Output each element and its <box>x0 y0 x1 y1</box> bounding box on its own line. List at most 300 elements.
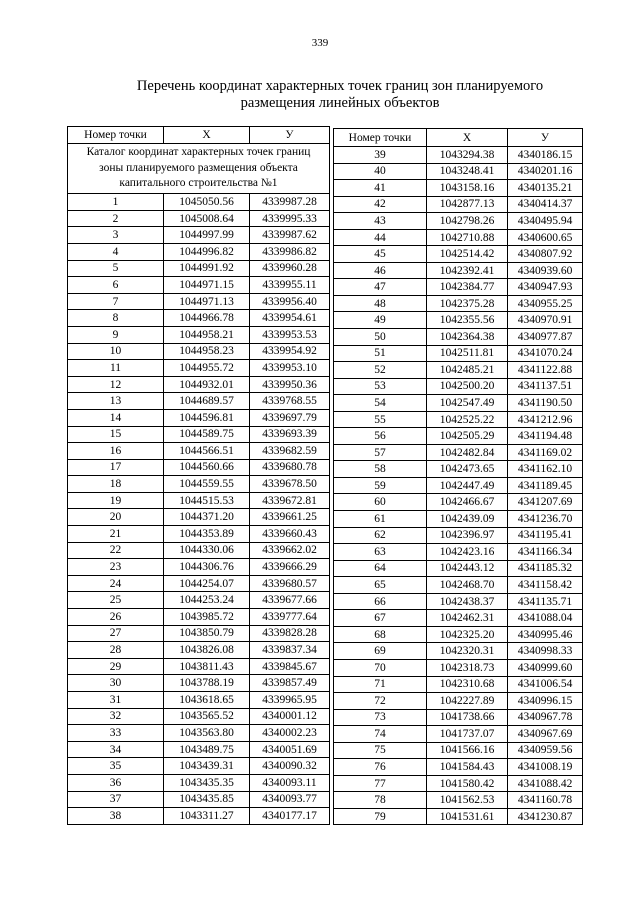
cell-x: 1042462.31 <box>427 610 508 627</box>
cell-x: 1043618.65 <box>164 692 250 709</box>
cell-y: 4339986.82 <box>250 243 330 260</box>
cell-y: 4339678.50 <box>250 476 330 493</box>
table-row <box>334 792 583 809</box>
cell-x: 1041738.66 <box>427 709 508 726</box>
cell-x: 1044955.72 <box>164 360 250 377</box>
column-header-point-number: Номер точки <box>68 127 164 144</box>
cell-y: 4340051.69 <box>250 741 330 758</box>
cell-y: 4340967.78 <box>508 709 583 726</box>
table-row <box>68 293 330 310</box>
cell-point-number: 27 <box>68 625 164 642</box>
cell-point-number: 36 <box>68 774 164 791</box>
table-row <box>68 210 330 227</box>
cell-x: 1041584.43 <box>427 759 508 776</box>
cell-x: 1043985.72 <box>164 609 250 626</box>
table-row <box>334 659 583 676</box>
cell-y: 4339661.25 <box>250 509 330 526</box>
cell-point-number: 38 <box>68 808 164 825</box>
cell-y: 4339960.28 <box>250 260 330 277</box>
cell-point-number: 43 <box>334 213 427 230</box>
cell-point-number: 49 <box>334 312 427 329</box>
cell-point-number: 66 <box>334 593 427 610</box>
cell-x: 1045008.64 <box>164 210 250 227</box>
cell-point-number: 79 <box>334 808 427 825</box>
table-row <box>334 693 583 710</box>
cell-y: 4340977.87 <box>508 329 583 346</box>
catalog-subheader: Каталог координат характерных точек границ зоны планируемого размещения объекта капитального строительства №1 <box>68 144 330 194</box>
cell-x: 1042525.22 <box>427 411 508 428</box>
cell-x: 1044958.23 <box>164 343 250 360</box>
table-row <box>68 476 330 493</box>
cell-y: 4341185.32 <box>508 560 583 577</box>
cell-x: 1042710.88 <box>427 229 508 246</box>
cell-point-number: 31 <box>68 692 164 709</box>
cell-point-number: 23 <box>68 559 164 576</box>
table-row <box>334 726 583 743</box>
cell-x: 1041531.61 <box>427 808 508 825</box>
document-title-line-1: Перечень координат характерных точек границ зон планируемого <box>136 78 544 94</box>
cell-point-number: 32 <box>68 708 164 725</box>
table-row <box>68 542 330 559</box>
cell-y: 4341122.88 <box>508 362 583 379</box>
cell-point-number: 56 <box>334 428 427 445</box>
cell-x: 1044253.24 <box>164 592 250 609</box>
cell-x: 1043248.41 <box>427 163 508 180</box>
cell-y: 4340414.37 <box>508 196 583 213</box>
table-row <box>68 227 330 244</box>
cell-point-number: 9 <box>68 326 164 343</box>
table-row <box>334 262 583 279</box>
cell-point-number: 58 <box>334 461 427 478</box>
cell-y: 4341212.96 <box>508 411 583 428</box>
cell-point-number: 72 <box>334 693 427 710</box>
cell-point-number: 60 <box>334 494 427 511</box>
cell-y: 4341008.19 <box>508 759 583 776</box>
cell-x: 1044958.21 <box>164 326 250 343</box>
cell-x: 1041737.07 <box>427 726 508 743</box>
cell-point-number: 52 <box>334 362 427 379</box>
cell-y: 4339956.40 <box>250 293 330 310</box>
cell-x: 1043788.19 <box>164 675 250 692</box>
cell-x: 1044996.82 <box>164 243 250 260</box>
cell-y: 4340970.91 <box>508 312 583 329</box>
table-row <box>334 527 583 544</box>
cell-y: 4339680.57 <box>250 575 330 592</box>
cell-point-number: 46 <box>334 262 427 279</box>
table-header-row <box>334 129 583 147</box>
table-row <box>334 180 583 197</box>
cell-point-number: 30 <box>68 675 164 692</box>
cell-point-number: 39 <box>334 147 427 164</box>
cell-x: 1042396.97 <box>427 527 508 544</box>
table-row <box>334 213 583 230</box>
cell-x: 1044515.53 <box>164 492 250 509</box>
cell-y: 4339768.55 <box>250 393 330 410</box>
cell-x: 1044689.57 <box>164 393 250 410</box>
table-row <box>68 526 330 543</box>
cell-point-number: 20 <box>68 509 164 526</box>
cell-x: 1043489.75 <box>164 741 250 758</box>
cell-y: 4339995.33 <box>250 210 330 227</box>
table-row <box>334 229 583 246</box>
cell-y: 4339666.29 <box>250 559 330 576</box>
table-row <box>334 544 583 561</box>
cell-x: 1042443.12 <box>427 560 508 577</box>
cell-point-number: 62 <box>334 527 427 544</box>
cell-x: 1042320.31 <box>427 643 508 660</box>
cell-y: 4340186.15 <box>508 147 583 164</box>
cell-x: 1042466.67 <box>427 494 508 511</box>
cell-y: 4339677.66 <box>250 592 330 609</box>
coordinates-table-right <box>333 128 583 825</box>
table-row <box>68 443 330 460</box>
table-row <box>334 295 583 312</box>
cell-x: 1044371.20 <box>164 509 250 526</box>
table-row <box>334 279 583 296</box>
table-row <box>68 808 330 825</box>
table-row <box>334 329 583 346</box>
cell-y: 4339987.62 <box>250 227 330 244</box>
table-row <box>68 260 330 277</box>
table-row <box>68 758 330 775</box>
cell-point-number: 14 <box>68 409 164 426</box>
cell-x: 1043435.35 <box>164 774 250 791</box>
cell-point-number: 47 <box>334 279 427 296</box>
cell-point-number: 51 <box>334 345 427 362</box>
cell-x: 1042439.09 <box>427 511 508 528</box>
cell-y: 4340959.56 <box>508 742 583 759</box>
cell-y: 4340947.93 <box>508 279 583 296</box>
cell-point-number: 67 <box>334 610 427 627</box>
table-row <box>334 560 583 577</box>
cell-y: 4341137.51 <box>508 378 583 395</box>
cell-point-number: 33 <box>68 725 164 742</box>
cell-point-number: 17 <box>68 459 164 476</box>
cell-y: 4339672.81 <box>250 492 330 509</box>
table-row <box>334 163 583 180</box>
cell-y: 4339954.61 <box>250 310 330 327</box>
cell-y: 4340002.23 <box>250 725 330 742</box>
cell-y: 4339828.28 <box>250 625 330 642</box>
cell-y: 4339693.39 <box>250 426 330 443</box>
table-row <box>334 395 583 412</box>
cell-point-number: 4 <box>68 243 164 260</box>
page-number: 339 <box>311 37 329 49</box>
table-row <box>68 360 330 377</box>
cell-y: 4340093.77 <box>250 791 330 808</box>
table-row <box>334 643 583 660</box>
cell-y: 4341169.02 <box>508 444 583 461</box>
cell-y: 4341190.50 <box>508 395 583 412</box>
cell-x: 1044932.01 <box>164 376 250 393</box>
cell-x: 1044560.66 <box>164 459 250 476</box>
cell-y: 4339987.28 <box>250 194 330 211</box>
table-row <box>334 577 583 594</box>
coordinates-table-left <box>67 126 330 825</box>
table-row <box>68 277 330 294</box>
cell-y: 4340807.92 <box>508 246 583 263</box>
table-row <box>334 593 583 610</box>
table-row <box>334 345 583 362</box>
table-row <box>68 592 330 609</box>
cell-x: 1043439.31 <box>164 758 250 775</box>
cell-x: 1042227.89 <box>427 693 508 710</box>
cell-x: 1043294.38 <box>427 147 508 164</box>
catalog-subheader-row <box>68 144 330 194</box>
cell-point-number: 50 <box>334 329 427 346</box>
table-row <box>334 461 583 478</box>
cell-y: 4339697.79 <box>250 409 330 426</box>
cell-point-number: 63 <box>334 544 427 561</box>
cell-point-number: 16 <box>68 443 164 460</box>
cell-point-number: 78 <box>334 792 427 809</box>
cell-x: 1044566.51 <box>164 443 250 460</box>
cell-y: 4341236.70 <box>508 511 583 528</box>
table-row <box>68 326 330 343</box>
cell-point-number: 76 <box>334 759 427 776</box>
cell-point-number: 8 <box>68 310 164 327</box>
cell-y: 4339857.49 <box>250 675 330 692</box>
table-row <box>334 378 583 395</box>
cell-x: 1041566.16 <box>427 742 508 759</box>
table-row <box>68 559 330 576</box>
cell-point-number: 44 <box>334 229 427 246</box>
table-row <box>334 196 583 213</box>
table-row <box>68 774 330 791</box>
table-row <box>334 312 583 329</box>
table-row <box>68 459 330 476</box>
table-row <box>68 575 330 592</box>
cell-y: 4340001.12 <box>250 708 330 725</box>
cell-y: 4340999.60 <box>508 659 583 676</box>
column-header-x: X <box>164 127 250 144</box>
cell-point-number: 73 <box>334 709 427 726</box>
cell-y: 4340177.17 <box>250 808 330 825</box>
cell-point-number: 22 <box>68 542 164 559</box>
cell-y: 4341207.69 <box>508 494 583 511</box>
cell-x: 1041562.53 <box>427 792 508 809</box>
cell-x: 1044306.76 <box>164 559 250 576</box>
cell-point-number: 65 <box>334 577 427 594</box>
cell-x: 1042384.77 <box>427 279 508 296</box>
cell-x: 1042375.28 <box>427 295 508 312</box>
cell-x: 1044971.13 <box>164 293 250 310</box>
cell-x: 1043826.08 <box>164 642 250 659</box>
cell-x: 1042514.42 <box>427 246 508 263</box>
cell-x: 1042310.68 <box>427 676 508 693</box>
table-row <box>334 477 583 494</box>
cell-point-number: 41 <box>334 180 427 197</box>
table-row <box>334 610 583 627</box>
cell-x: 1042325.20 <box>427 626 508 643</box>
cell-x: 1043158.16 <box>427 180 508 197</box>
document-title <box>100 78 580 112</box>
table-row <box>68 708 330 725</box>
table-row <box>68 393 330 410</box>
cell-x: 1042392.41 <box>427 262 508 279</box>
column-header-y: У <box>250 127 330 144</box>
cell-x: 1044589.75 <box>164 426 250 443</box>
cell-point-number: 13 <box>68 393 164 410</box>
cell-point-number: 29 <box>68 658 164 675</box>
table-row <box>68 426 330 443</box>
cell-point-number: 68 <box>334 626 427 643</box>
cell-point-number: 25 <box>68 592 164 609</box>
cell-y: 4341158.42 <box>508 577 583 594</box>
cell-point-number: 26 <box>68 609 164 626</box>
cell-y: 4339954.92 <box>250 343 330 360</box>
cell-y: 4341195.41 <box>508 527 583 544</box>
table-row <box>68 741 330 758</box>
cell-point-number: 74 <box>334 726 427 743</box>
cell-x: 1044966.78 <box>164 310 250 327</box>
table-row <box>334 511 583 528</box>
cell-y: 4339845.67 <box>250 658 330 675</box>
cell-y: 4340967.69 <box>508 726 583 743</box>
cell-point-number: 12 <box>68 376 164 393</box>
table-row <box>334 246 583 263</box>
cell-x: 1042423.16 <box>427 544 508 561</box>
cell-y: 4340939.60 <box>508 262 583 279</box>
cell-x: 1042473.65 <box>427 461 508 478</box>
cell-point-number: 19 <box>68 492 164 509</box>
cell-x: 1043811.43 <box>164 658 250 675</box>
table-row <box>334 808 583 825</box>
table-row <box>68 625 330 642</box>
table-row <box>334 775 583 792</box>
cell-y: 4340600.65 <box>508 229 583 246</box>
cell-y: 4339955.11 <box>250 277 330 294</box>
cell-point-number: 64 <box>334 560 427 577</box>
cell-point-number: 2 <box>68 210 164 227</box>
cell-point-number: 5 <box>68 260 164 277</box>
cell-x: 1043850.79 <box>164 625 250 642</box>
document-title-line-2: размещения линейных объектов <box>240 95 440 111</box>
cell-x: 1043565.52 <box>164 708 250 725</box>
cell-point-number: 57 <box>334 444 427 461</box>
cell-point-number: 7 <box>68 293 164 310</box>
cell-point-number: 71 <box>334 676 427 693</box>
cell-x: 1044353.89 <box>164 526 250 543</box>
cell-x: 1044991.92 <box>164 260 250 277</box>
table-row <box>68 692 330 709</box>
cell-point-number: 18 <box>68 476 164 493</box>
cell-point-number: 24 <box>68 575 164 592</box>
table-row <box>68 609 330 626</box>
table-row <box>334 147 583 164</box>
table-row <box>68 492 330 509</box>
cell-y: 4341166.34 <box>508 544 583 561</box>
cell-point-number: 77 <box>334 775 427 792</box>
cell-y: 4341194.48 <box>508 428 583 445</box>
cell-x: 1042877.13 <box>427 196 508 213</box>
table-row <box>334 742 583 759</box>
cell-x: 1042438.37 <box>427 593 508 610</box>
cell-y: 4339682.59 <box>250 443 330 460</box>
cell-y: 4341088.04 <box>508 610 583 627</box>
table-row <box>334 444 583 461</box>
cell-point-number: 34 <box>68 741 164 758</box>
cell-x: 1042447.49 <box>427 477 508 494</box>
cell-y: 4339953.10 <box>250 360 330 377</box>
cell-x: 1042511.81 <box>427 345 508 362</box>
cell-point-number: 3 <box>68 227 164 244</box>
cell-y: 4341230.87 <box>508 808 583 825</box>
cell-x: 1042318.73 <box>427 659 508 676</box>
cell-x: 1044971.15 <box>164 277 250 294</box>
cell-x: 1043435.85 <box>164 791 250 808</box>
table-row <box>68 376 330 393</box>
cell-x: 1041580.42 <box>427 775 508 792</box>
cell-y: 4341135.71 <box>508 593 583 610</box>
cell-x: 1042500.20 <box>427 378 508 395</box>
cell-point-number: 40 <box>334 163 427 180</box>
table-row <box>334 428 583 445</box>
cell-point-number: 37 <box>68 791 164 808</box>
cell-x: 1042505.29 <box>427 428 508 445</box>
cell-y: 4340495.94 <box>508 213 583 230</box>
table-row <box>68 243 330 260</box>
cell-y: 4340201.16 <box>508 163 583 180</box>
column-header-x: X <box>427 129 508 147</box>
cell-point-number: 75 <box>334 742 427 759</box>
cell-x: 1043563.80 <box>164 725 250 742</box>
table-row <box>68 509 330 526</box>
cell-y: 4339965.95 <box>250 692 330 709</box>
cell-point-number: 42 <box>334 196 427 213</box>
cell-y: 4341088.42 <box>508 775 583 792</box>
cell-x: 1042798.26 <box>427 213 508 230</box>
table-header-row <box>68 127 330 144</box>
cell-x: 1042364.38 <box>427 329 508 346</box>
cell-point-number: 15 <box>68 426 164 443</box>
table-row <box>334 676 583 693</box>
cell-y: 4341006.54 <box>508 676 583 693</box>
cell-point-number: 53 <box>334 378 427 395</box>
cell-x: 1042482.84 <box>427 444 508 461</box>
table-row <box>68 343 330 360</box>
cell-y: 4339777.64 <box>250 609 330 626</box>
cell-y: 4340998.33 <box>508 643 583 660</box>
table-row <box>68 642 330 659</box>
cell-x: 1045050.56 <box>164 194 250 211</box>
cell-y: 4340090.32 <box>250 758 330 775</box>
cell-y: 4339662.02 <box>250 542 330 559</box>
cell-point-number: 70 <box>334 659 427 676</box>
cell-point-number: 55 <box>334 411 427 428</box>
cell-y: 4339660.43 <box>250 526 330 543</box>
cell-x: 1042547.49 <box>427 395 508 412</box>
table-row <box>334 759 583 776</box>
cell-y: 4341160.78 <box>508 792 583 809</box>
table-row <box>68 310 330 327</box>
cell-point-number: 45 <box>334 246 427 263</box>
cell-y: 4340955.25 <box>508 295 583 312</box>
cell-point-number: 61 <box>334 511 427 528</box>
cell-y: 4340995.46 <box>508 626 583 643</box>
cell-x: 1043311.27 <box>164 808 250 825</box>
cell-x: 1042468.70 <box>427 577 508 594</box>
cell-y: 4341189.45 <box>508 477 583 494</box>
cell-x: 1042355.56 <box>427 312 508 329</box>
table-row <box>334 411 583 428</box>
column-header-point-number: Номер точки <box>334 129 427 147</box>
table-row <box>68 791 330 808</box>
cell-x: 1042485.21 <box>427 362 508 379</box>
cell-point-number: 59 <box>334 477 427 494</box>
cell-point-number: 6 <box>68 277 164 294</box>
table-row <box>68 409 330 426</box>
